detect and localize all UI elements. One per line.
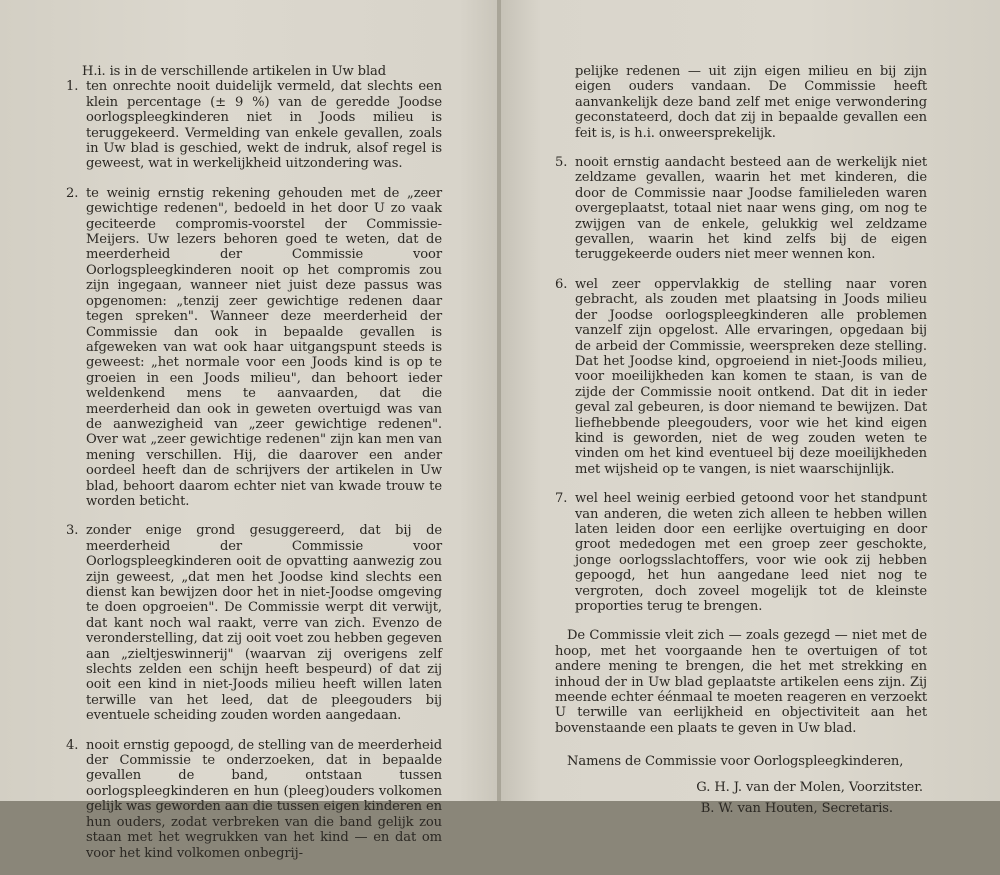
- item-number: 6.: [555, 276, 568, 292]
- item-text: wel heel weinig eerbied getoond voor het standpunt van anderen, die weten zich alleen te hebben willen laten leiden door een eerlijke overtuiging en door groot mededogen met een groep zeer geschokte, jonge oorlogsslachtoffers, voor wie ook zij hebben gepoogd, het hun aangedane leed niet nog te vergroten, doch zoveel mogelijk tot de kleinste proporties terug te brengen.: [575, 491, 927, 614]
- item-4-continuation: pelijke redenen — uit zijn eigen milieu en bij zijn eigen ouders vandaan. De Commissie heeft aanvankelijk deze band zelf met enige verwondering geconstateerd, doch dat zij in bepaalde gevallen een feit is, is h.i. onweersprekelijk.: [575, 64, 927, 141]
- right-column: [555, 64, 927, 816]
- item-number: 1.: [66, 79, 79, 95]
- item-number: 2.: [66, 185, 79, 201]
- signatory-chair: G. H. J. van der Molen, Voorzitster.: [696, 779, 923, 795]
- list-item-5: [555, 155, 927, 263]
- item-text: nooit ernstig aandacht besteed aan de werkelijk niet zeldzame gevallen, waarin het met kinderen, die door de Commissie naar Joodse familieleden waren overgeplaatst, totaal niet naar wens ging, om nog te zwijgen van de enkele, gelukkig wel zeldzame gevallen, waarin het kind zelfs bij de eigen teruggekeerde ouders niet meer wennen kon.: [575, 155, 927, 263]
- list-item-3: [66, 523, 442, 723]
- item-text: ten onrechte nooit duidelijk vermeld, dat slechts een klein percentage (± 9 %) van de geredde Joodse oorlogspleegkinderen niet in Joods milieu is teruggekeerd. Vermelding van enkele gevallen, zoals in Uw blad is geschied, wekt de indruk, alsof regel is geweest, wat in werkelijkheid uitzondering was.: [86, 79, 442, 172]
- signatory-secretary: B. W. van Houten, Secretaris.: [700, 801, 893, 817]
- item-text: zonder enige grond gesuggereerd, dat bij de meerderheid der Commissie voor Oorlogspleegkinderen ooit de opvatting aanwezig zou zijn geweest, „dat men het Joodse kind slechts een dienst kan bewijzen door het in niet-Joodse omgeving te doen opgroeien". De Commissie werpt dit verwijt, dat kant noch wal raakt, verre van zich. Evenzo de veronderstelling, dat zij ooit voet zou hebben gegeven aan „zieltjeswinnerij" (waarvan zij overigens zelf slechts zelden een schijn heeft bespeurd) of dat zij ooit een kind in niet-Joods milieu heeft willen laten terwille van het leed, dat de pleegouders bij eventuele scheiding zouden worden aangedaan.: [86, 523, 442, 724]
- left-column: [66, 64, 442, 875]
- list-item-1: [66, 79, 442, 171]
- item-number: 5.: [555, 155, 568, 171]
- item-number: 4.: [66, 737, 79, 753]
- closing-paragraph: De Commissie vleit zich — zoals gezegd — niet met de hoop, met het voorgaande hen te overtuigen of tot andere mening te brengen, die het met strekking en inhoud der in Uw blad geplaatste artikelen eens zijn. Zij meende echter éénmaal te moeten reageren en verzoekt U terwille van eerlijkheid en objectiviteit aan het bovenstaande een plaats te geven in Uw blad.: [555, 628, 927, 736]
- item-text: te weinig ernstig rekening gehouden met de „zeer gewichtige redenen", bedoeld in het door U zo vaak geciteerde compromis-voorstel der Commissie-Meijers. Uw lezers behoren goed te weten, dat de meerderheid der Commissie voor Oorlogspleegkinderen nooit op het compromis zou zijn ingegaan, wanneer niet juist deze passus was opgenomen: „tenzij zeer gewichtige redenen daar tegen spreken". Wanneer deze meerderheid der Commissie dan ook in bepaalde gevallen is afgeweken van wat ook haar uitgangspunt steeds is geweest: „het normale voor een Joods kind is op te groeien in een Joods milieu", dan behoort ieder weldenkend mens te aanvaarden, dat die meerderheid dan ook in geweten overtuigd was van de aanwezigheid van „zeer gewichtige redenen". Over wat „zeer gewichtige redenen" zijn kan men van mening verschillen. Hij, die daarover een ander oordeel heeft dan de schrijvers der artikelen in Uw blad, behoort daarom echter niet van kwade trouw te worden beticht.: [86, 185, 442, 509]
- list-item-4: [66, 738, 442, 861]
- list-item-6: [555, 277, 927, 477]
- left-page: [0, 0, 499, 861]
- item-number: 7.: [555, 491, 568, 507]
- list-item-2: [66, 186, 442, 510]
- intro-line: H.i. is in de verschillende artikelen in Uw blad: [82, 64, 387, 79]
- item-text: wel zeer oppervlakkig de stelling naar voren gebracht, als zouden met plaatsing in Joods milieu der Joodse oorlogspleegkinderen alle problemen vanzelf zijn opgelost. Alle ervaringen, opgedaan bij de arbeid der Commissie, weerspreken deze stelling. Dat het Joodse kind, opgroeiend in niet-Joods milieu, voor moeilijkheden kan komen te staan, is van de zijde der Commissie nooit ontkend. Dat dit in ieder geval zal gebeuren, is door niemand te bewijzen. Dat liefhebbende pleegouders, voor wie het kind eigen kind is geworden, niet de weg zouden weten te vinden om het kind eventueel bij deze moeilijkheden met wijsheid op te vangen, is niet waarschijnlijk.: [575, 276, 927, 477]
- signature-intro: Namens de Commissie voor Oorlogspleegkinderen,: [567, 754, 904, 770]
- item-number: 3.: [66, 523, 79, 539]
- list-item-7: [555, 491, 927, 614]
- item-text: nooit ernstig gepoogd, de stelling van de meerderheid der Commissie te onderzoeken, dat in bepaalde gevallen de band, ontstaan tussen oorlogspleegkinderen en hun (pleeg)ouders volkomen gelijk was geworden aan die tussen eigen kinderen en hun ouders, zodat verbreken van die band gelijk zou staan met het wegrukken van het kind — en dat om voor het kind volkomen onbegrij-: [86, 737, 442, 861]
